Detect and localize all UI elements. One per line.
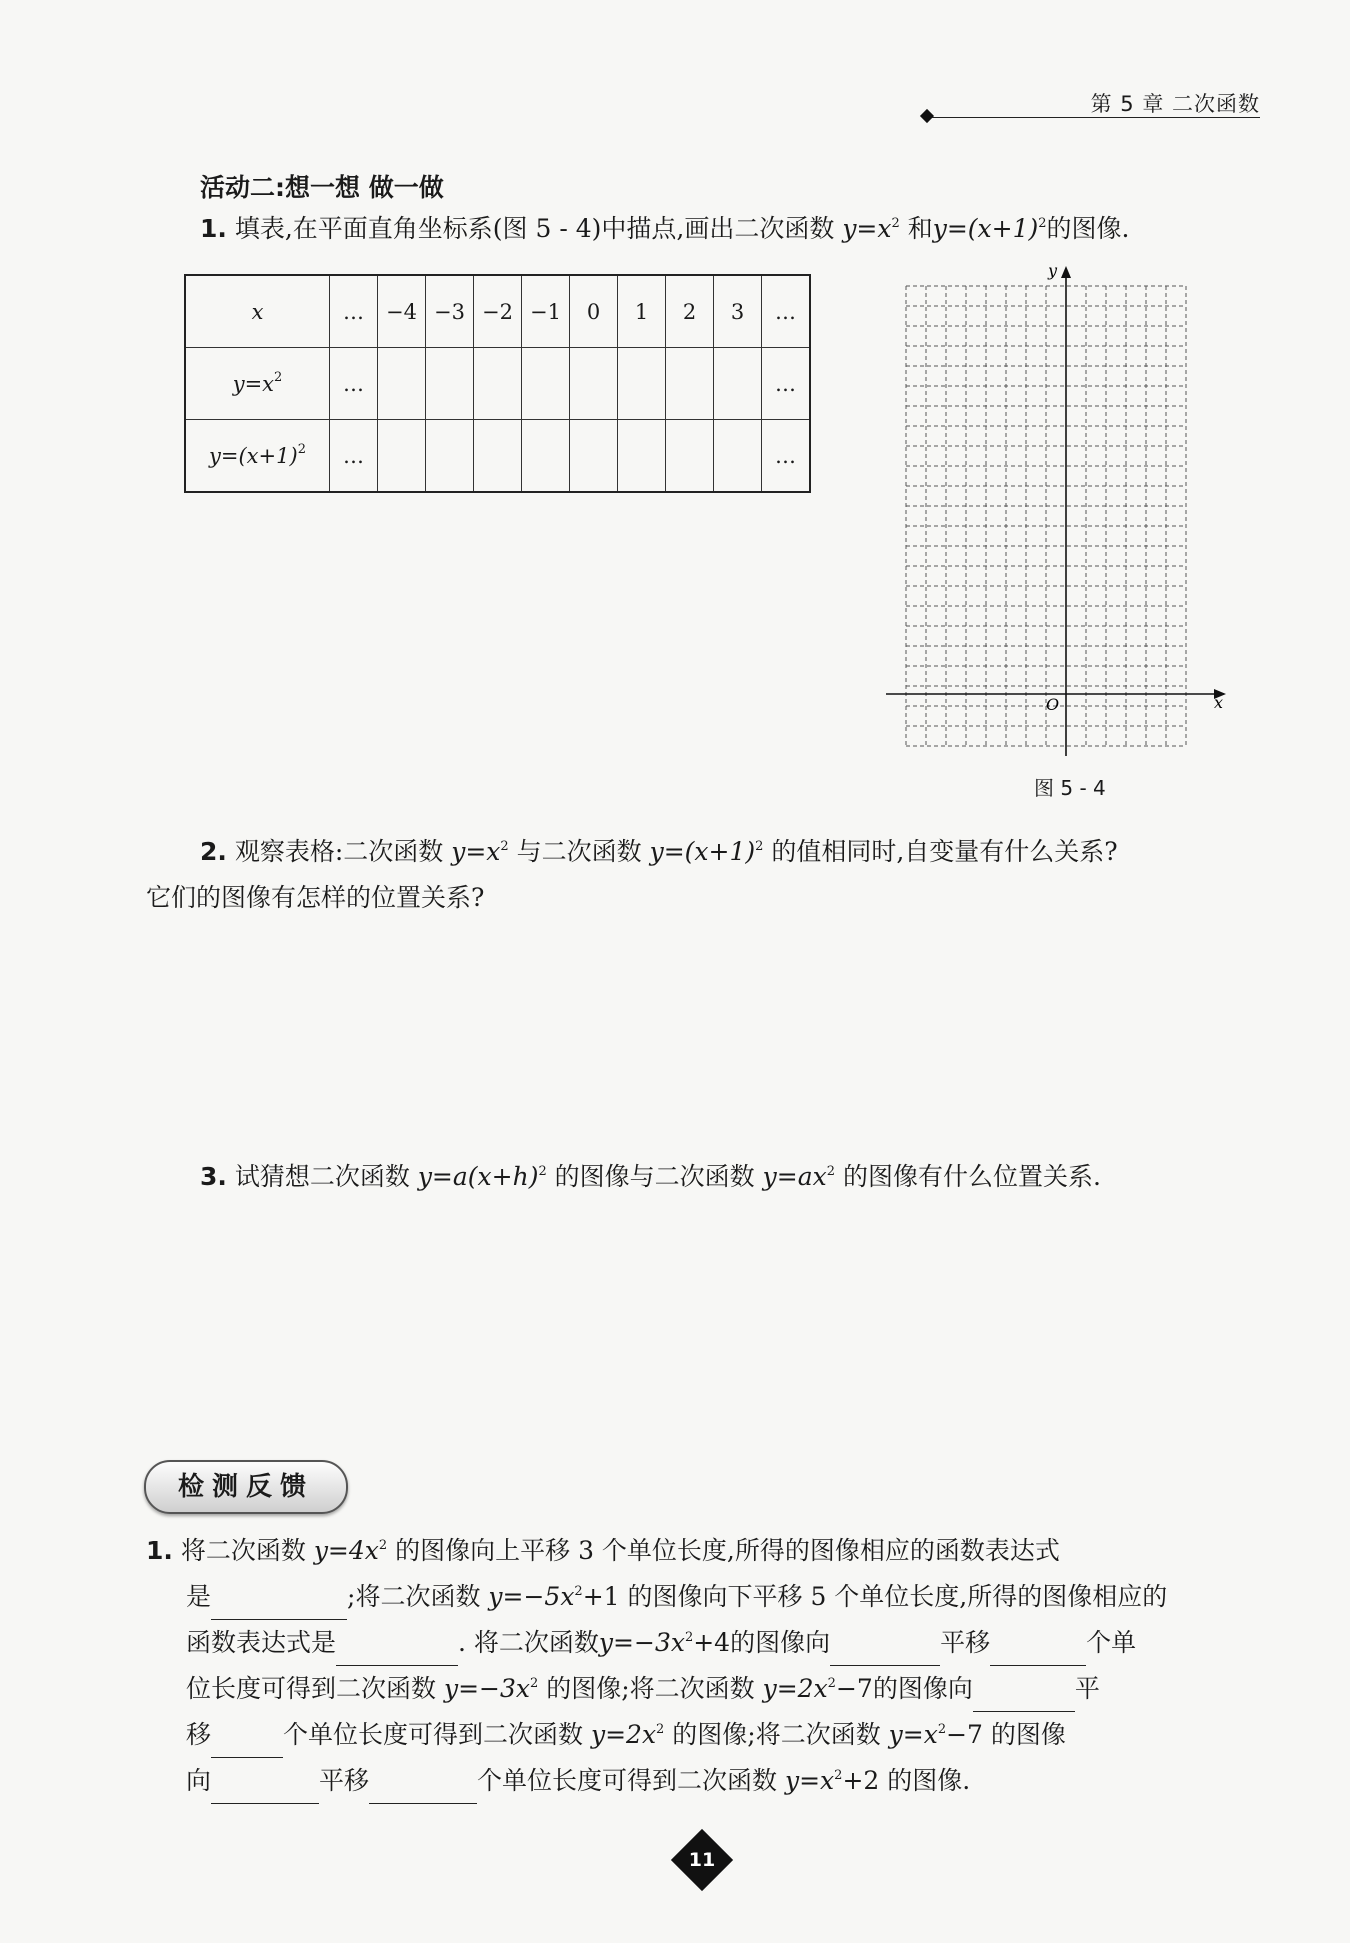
math-expression: y=(x+1) [932,214,1039,243]
superscript: 2 [574,1584,583,1599]
table-cell: … [330,275,378,348]
answer-blank[interactable] [211,1589,347,1620]
question-text: 的图像 [982,1720,1066,1749]
table-header-cell [185,420,330,493]
question-text: 函数表达式是 [186,1628,337,1657]
question-text: 试猜想二次函数 [234,1162,418,1191]
page-number: 11 [688,1849,716,1871]
table-cell: 1 [618,275,666,348]
grid-lines [906,286,1186,746]
question-text: . 将二次函数 [458,1628,599,1657]
superscript: 2 [891,216,900,231]
table-cell[interactable] [570,420,618,493]
table-cell[interactable] [378,420,426,493]
question-text: 的图像与二次函数 [546,1162,763,1191]
feedback-line-2 [186,1574,1167,1620]
table-row-y2 [185,420,810,493]
question-3 [200,1154,1101,1200]
chapter-header: 第 5 章 二次函数 [1090,92,1260,116]
table-cell[interactable] [714,420,762,493]
figure-caption: 图 5 - 4 [1034,776,1106,800]
question-text: 是 [186,1582,212,1611]
superscript: 2 [538,1164,547,1179]
superscript: 2 [378,1538,388,1553]
answer-blank[interactable] [830,1635,940,1666]
superscript: 2 [755,839,764,854]
question-text: 的图像. [1046,214,1130,243]
math-expression: y=2x [590,1720,657,1749]
x-axis-label: x [1214,693,1224,712]
answer-blank[interactable] [990,1635,1086,1666]
question-text: 与二次函数 [508,837,650,866]
table-cell: … [762,348,811,420]
superscript: 2 [834,1768,843,1783]
row-label: y=x [232,371,275,396]
table-cell: −2 [474,275,522,348]
question-text: 的图像向下平移 5 个单位长度,所得的图像相应的 [619,1582,1168,1611]
math-expression: y=a(x+h) [417,1162,539,1191]
question-text: 个单位长度可得到二次函数 [283,1720,591,1749]
math-expression: y=−3x [598,1628,685,1657]
question-text: 的图像;将二次函数 [664,1720,889,1749]
table-cell[interactable] [474,348,522,420]
question-text: 个单 [1086,1628,1137,1657]
math-expression: y=x [888,1720,938,1749]
value-table [184,274,811,493]
answer-blank[interactable] [369,1773,477,1804]
superscript: 2 [684,1630,694,1645]
answer-blank[interactable] [211,1773,319,1804]
table-cell: 3 [714,275,762,348]
question-text: 的图像向上平移 3 个单位长度,所得的图像相应的函数表达式 [387,1536,1060,1565]
table-cell[interactable] [426,420,474,493]
page-number-badge [671,1829,733,1891]
superscript: 2 [937,1722,947,1737]
feedback-line-4 [186,1666,1100,1712]
y-axis-label: y [1048,261,1058,280]
header-rule [932,117,1260,118]
question-text: 的图像有什么位置关系. [835,1162,1101,1191]
activity-title: 活动二:想一想 做一做 [200,173,444,202]
table-cell: −1 [522,275,570,348]
table-cell[interactable] [714,348,762,420]
question-1 [200,206,1129,252]
superscript: 2 [826,1164,835,1179]
math-expression: +4 [693,1628,731,1657]
question-number: 1. [146,1536,173,1565]
table-row-x [185,275,810,348]
table-cell[interactable] [522,420,570,493]
table-cell[interactable] [378,348,426,420]
answer-blank[interactable] [336,1635,458,1666]
superscript: 2 [656,1722,665,1737]
question-text: 的图像. [879,1766,971,1795]
math-expression: −7 [835,1674,873,1703]
question-text: 位长度可得到二次函数 [186,1674,444,1703]
math-expression: +2 [842,1766,880,1795]
table-cell: −4 [378,275,426,348]
feedback-line-1 [146,1528,1060,1574]
math-expression: y=x [784,1766,835,1795]
question-number: 3. [200,1162,227,1191]
question-text: 的图像向 [730,1628,831,1657]
table-cell[interactable] [522,348,570,420]
table-cell: … [762,420,811,493]
question-text: 个单位长度可得到二次函数 [477,1766,785,1795]
math-expression: y=4x [313,1536,379,1565]
question-text: 的图像向 [872,1674,973,1703]
math-expression: y=2x [762,1674,828,1703]
coordinate-grid[interactable] [880,258,1240,758]
superscript: 2 [297,441,306,457]
superscript: 2 [529,1676,539,1691]
question-text: ;将二次函数 [347,1582,489,1611]
answer-blank[interactable] [973,1681,1075,1712]
feedback-line-3 [186,1620,1136,1666]
question-text: 平移 [940,1628,991,1657]
math-expression: y=ax [762,1162,827,1191]
table-header-cell [185,275,330,348]
superscript: 2 [1038,216,1047,231]
question-text: 平移 [319,1766,370,1795]
table-cell[interactable] [618,420,666,493]
question-text: 和 [899,214,933,243]
table-cell: … [330,420,378,493]
table-cell: 2 [666,275,714,348]
table-row-y1 [185,348,810,420]
table-cell: … [762,275,811,348]
math-expression: y=(x+1) [649,837,756,866]
math-expression: y=x [451,837,501,866]
question-text: 平 [1074,1674,1100,1703]
table-cell: −3 [426,275,474,348]
feedback-line-6 [186,1758,970,1804]
table-cell[interactable] [426,348,474,420]
math-expression: y=x [842,214,892,243]
table-cell: … [330,348,378,420]
math-expression: +1 [582,1582,620,1611]
question-2-line-2: 它们的图像有怎样的位置关系? [146,883,485,912]
superscript: 2 [827,1676,836,1691]
question-text: 观察表格:二次函数 [234,837,452,866]
table-cell: 0 [570,275,618,348]
table-cell[interactable] [618,348,666,420]
origin-label: O [1046,695,1060,714]
math-expression: −7 [946,1720,983,1749]
question-text: 向 [186,1766,212,1795]
section-title-badge: 检测反馈 [144,1460,348,1514]
math-expression: y=−5x [488,1582,575,1611]
question-number: 1. [200,214,227,243]
x-label: x [251,299,264,324]
question-text: 填表,在平面直角坐标系(图 5 - 4)中描点,画出二次函数 [234,214,843,243]
table-header-cell [185,348,330,420]
question-number: 2. [200,837,227,866]
feedback-line-5 [186,1712,1066,1758]
table-cell[interactable] [666,348,714,420]
question-text: 将二次函数 [180,1536,314,1565]
y-axis-arrow-icon [1061,266,1071,278]
header-diamond-icon [920,109,934,123]
table-cell[interactable] [570,348,618,420]
question-text: 的图像;将二次函数 [538,1674,763,1703]
coordinate-grid-figure [880,258,1240,762]
superscript: 2 [274,369,283,385]
question-text: 移 [186,1720,212,1749]
table-cell[interactable] [474,420,522,493]
table-cell[interactable] [666,420,714,493]
row-label: y=(x+1) [209,443,298,468]
question-2 [200,829,1118,875]
math-expression: y=−3x [443,1674,530,1703]
superscript: 2 [500,839,509,854]
question-text: 的值相同时,自变量有什么关系? [763,837,1118,866]
answer-blank[interactable] [211,1727,283,1758]
